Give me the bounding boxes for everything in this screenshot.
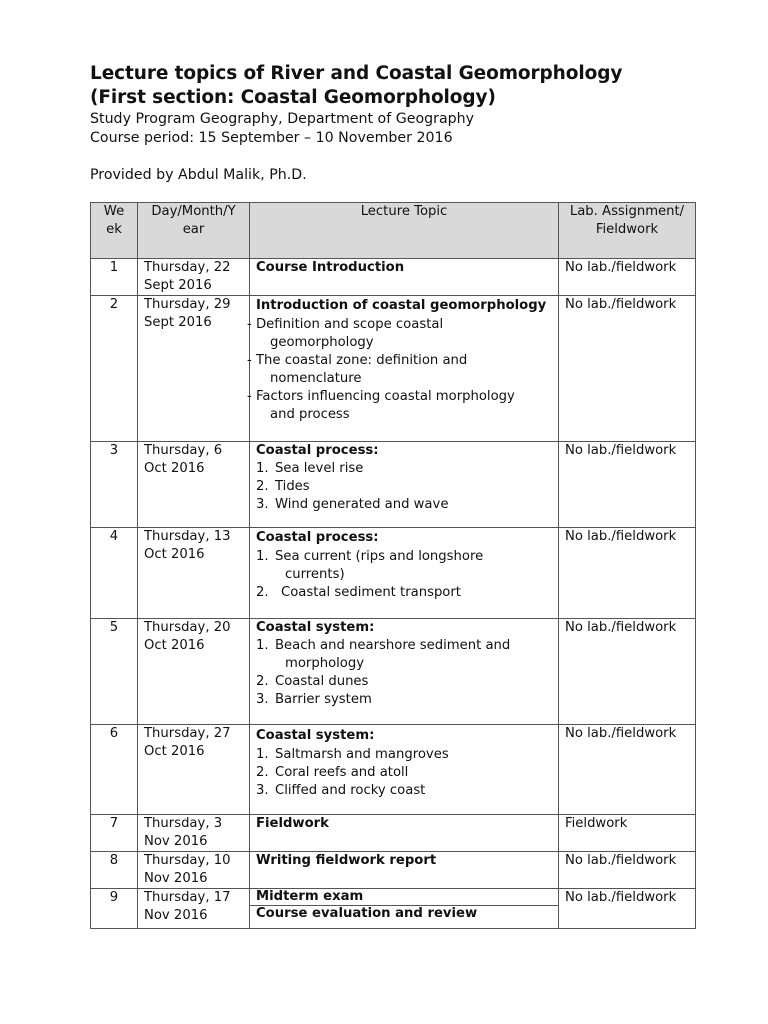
provided-by: Provided by Abdul Malik, Ph.D. bbox=[90, 167, 307, 183]
table-row bbox=[91, 296, 696, 442]
list-number: 3. bbox=[256, 497, 269, 512]
list-item-text-cont: morphology bbox=[285, 656, 365, 671]
list-item-text: Tides bbox=[275, 479, 310, 494]
date-cell: Thursday, 27 Oct 2016 bbox=[138, 725, 250, 815]
list-item-text: Beach and nearshore sediment and bbox=[275, 638, 511, 653]
week-cell: 7 bbox=[91, 815, 138, 852]
list-item bbox=[248, 316, 552, 352]
date-cell: Thursday, 29 Sept 2016 bbox=[138, 296, 250, 442]
topic-list bbox=[256, 316, 552, 424]
list-item-text: Cliffed and rocky coast bbox=[275, 783, 426, 798]
list-item-text: Wind generated and wave bbox=[275, 497, 449, 512]
list-number: 3. bbox=[256, 692, 269, 707]
week-cell: 5 bbox=[91, 619, 138, 725]
list-item bbox=[256, 460, 552, 478]
list-item-text: Factors influencing coastal morphology bbox=[256, 389, 515, 404]
topic-cell bbox=[250, 442, 559, 528]
date-cell: Thursday, 13 Oct 2016 bbox=[138, 528, 250, 619]
document-title bbox=[90, 62, 695, 110]
list-item bbox=[256, 673, 552, 691]
list-number: 3. bbox=[256, 783, 269, 798]
topic-cell bbox=[250, 259, 559, 296]
lab-cell: No lab./fieldwork bbox=[559, 296, 696, 442]
list-item-text: Definition and scope coastal bbox=[256, 317, 444, 332]
topic-title: Coastal system: bbox=[256, 728, 375, 743]
list-item bbox=[256, 746, 552, 764]
topic-cell bbox=[250, 528, 559, 619]
list-item-text: Barrier system bbox=[275, 692, 372, 707]
list-number: 1. bbox=[256, 549, 269, 564]
list-item-text: Coastal sediment transport bbox=[281, 585, 461, 600]
list-number: 2. bbox=[256, 585, 269, 600]
list-item-text: The coastal zone: definition and bbox=[256, 353, 468, 368]
list-number: 2. bbox=[256, 479, 269, 494]
week-cell: 1 bbox=[91, 259, 138, 296]
week-cell: 6 bbox=[91, 725, 138, 815]
header-lab: Lab. Assignment/ Fieldwork bbox=[559, 203, 696, 259]
document-page bbox=[90, 62, 695, 923]
week-cell: 2 bbox=[91, 296, 138, 442]
lab-cell: No lab./fieldwork bbox=[559, 889, 696, 929]
date-cell: Thursday, 3 Nov 2016 bbox=[138, 815, 250, 852]
week-cell: 8 bbox=[91, 852, 138, 889]
list-number: 1. bbox=[256, 747, 269, 762]
topic-title: Coastal system: bbox=[256, 620, 375, 635]
topic-title: Introduction of coastal geomorphology bbox=[256, 298, 547, 313]
list-item bbox=[256, 764, 552, 782]
date-cell: Thursday, 10 Nov 2016 bbox=[138, 852, 250, 889]
table-row bbox=[91, 889, 696, 929]
topic-title-secondary: Course evaluation and review bbox=[250, 905, 558, 922]
topic-cell bbox=[250, 852, 559, 889]
week-cell: 4 bbox=[91, 528, 138, 619]
list-item bbox=[256, 782, 552, 800]
title-line-2: (First section: Coastal Geomorphology) bbox=[90, 87, 496, 108]
lab-cell: No lab./fieldwork bbox=[559, 725, 696, 815]
topic-list bbox=[256, 460, 552, 514]
topic-list bbox=[256, 746, 552, 800]
topic-list bbox=[256, 637, 552, 709]
topic-list bbox=[256, 548, 552, 602]
list-item bbox=[256, 478, 552, 496]
list-item-text-cont: geomorphology bbox=[270, 335, 374, 350]
week-cell: 9 bbox=[91, 889, 138, 929]
header-topic: Lecture Topic bbox=[250, 203, 559, 259]
header-date: Day/Month/Y ear bbox=[138, 203, 250, 259]
list-item bbox=[256, 637, 552, 673]
table-row bbox=[91, 442, 696, 528]
topic-cell bbox=[250, 725, 559, 815]
title-line-1: Lecture topics of River and Coastal Geomorphology bbox=[90, 63, 623, 84]
list-item bbox=[256, 584, 552, 602]
list-item-text: Coastal dunes bbox=[275, 674, 369, 689]
header-week: We ek bbox=[91, 203, 138, 259]
list-item bbox=[248, 388, 552, 424]
table-row bbox=[91, 852, 696, 889]
list-item bbox=[256, 496, 552, 514]
lab-cell: No lab./fieldwork bbox=[559, 619, 696, 725]
topic-title: Writing fieldwork report bbox=[256, 853, 437, 868]
lab-cell: No lab./fieldwork bbox=[559, 442, 696, 528]
date-cell: Thursday, 6 Oct 2016 bbox=[138, 442, 250, 528]
list-item bbox=[256, 691, 552, 709]
table-header-row bbox=[91, 203, 696, 259]
topic-cell bbox=[250, 296, 559, 442]
table-row bbox=[91, 619, 696, 725]
date-cell: Thursday, 22 Sept 2016 bbox=[138, 259, 250, 296]
list-number: 2. bbox=[256, 674, 269, 689]
table-row bbox=[91, 528, 696, 619]
topic-title: Coastal process: bbox=[256, 530, 379, 545]
table-row bbox=[91, 815, 696, 852]
list-item-text: Sea current (rips and longshore bbox=[275, 549, 484, 564]
lecture-schedule-table bbox=[90, 202, 696, 929]
list-item-text-cont: currents) bbox=[285, 567, 345, 582]
list-item-text: Sea level rise bbox=[275, 461, 364, 476]
table-row bbox=[91, 259, 696, 296]
topic-title: Fieldwork bbox=[256, 816, 329, 831]
list-item-text: Saltmarsh and mangroves bbox=[275, 747, 449, 762]
lab-cell: No lab./fieldwork bbox=[559, 852, 696, 889]
list-item bbox=[248, 352, 552, 388]
course-period: Course period: 15 September – 10 November 2016 bbox=[90, 130, 453, 146]
topic-cell bbox=[250, 619, 559, 725]
list-number: 2. bbox=[256, 765, 269, 780]
topic-cell bbox=[250, 889, 559, 929]
lab-cell: No lab./fieldwork bbox=[559, 528, 696, 619]
topic-title: Course Introduction bbox=[256, 260, 405, 275]
list-item-text-cont: and process bbox=[270, 407, 350, 422]
list-item-text: Coral reefs and atoll bbox=[275, 765, 409, 780]
date-cell: Thursday, 20 Oct 2016 bbox=[138, 619, 250, 725]
lab-cell: No lab./fieldwork bbox=[559, 259, 696, 296]
list-number: 1. bbox=[256, 638, 269, 653]
list-item bbox=[256, 548, 552, 584]
table-row bbox=[91, 725, 696, 815]
topic-title: Coastal process: bbox=[256, 443, 379, 458]
study-program: Study Program Geography, Department of Geography bbox=[90, 111, 475, 127]
date-cell: Thursday, 17 Nov 2016 bbox=[138, 889, 250, 929]
topic-title: Midterm exam bbox=[256, 889, 364, 904]
topic-cell bbox=[250, 815, 559, 852]
list-number: 1. bbox=[256, 461, 269, 476]
list-item-text-cont: nomenclature bbox=[270, 371, 362, 386]
week-cell: 3 bbox=[91, 442, 138, 528]
lab-cell: Fieldwork bbox=[559, 815, 696, 852]
